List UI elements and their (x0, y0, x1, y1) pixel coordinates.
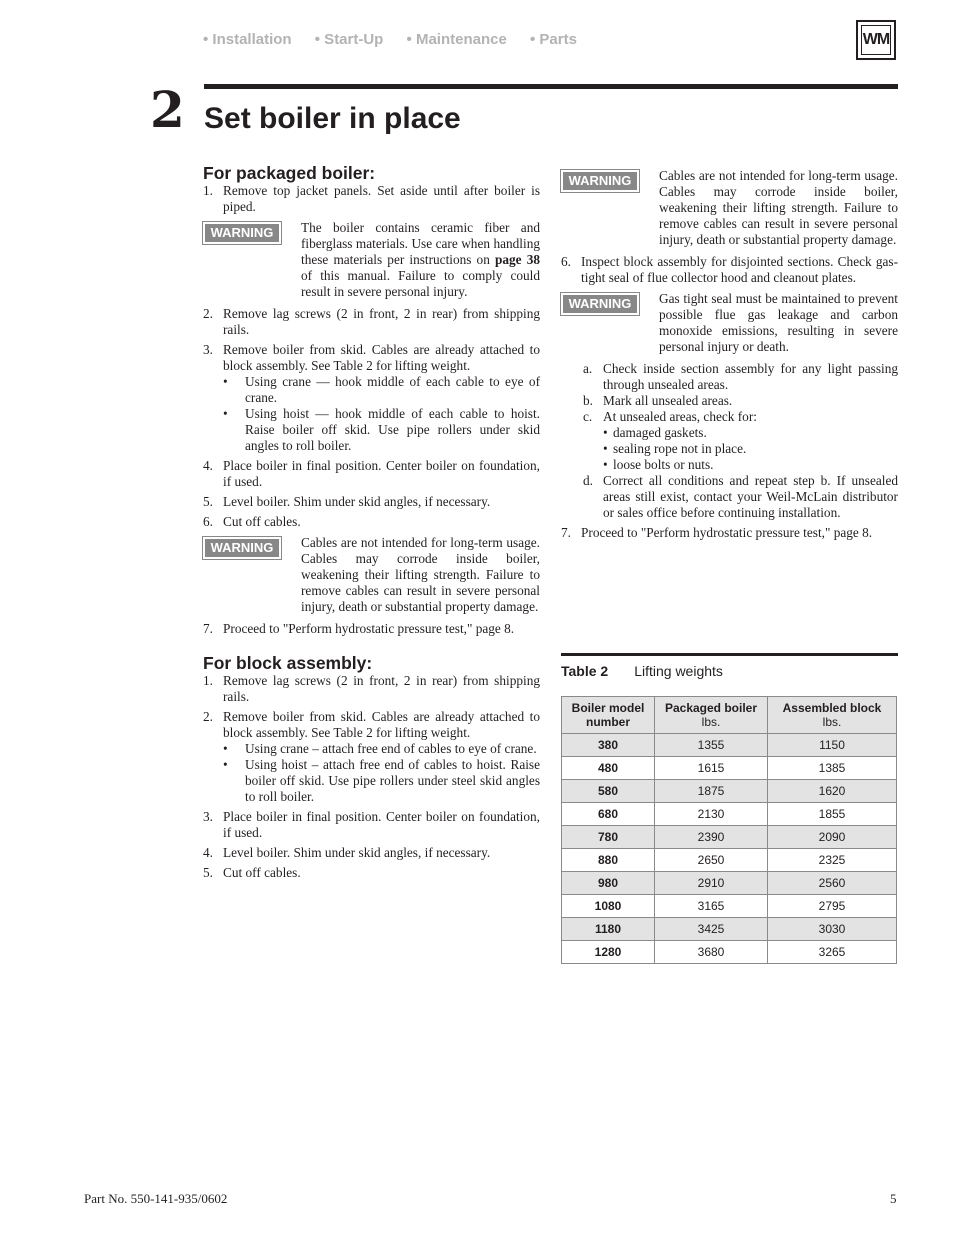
bullet-mark: • (603, 441, 608, 456)
table-label: Table 2 (561, 663, 609, 679)
list-item (203, 514, 540, 530)
list-item (203, 183, 540, 215)
bullet-mark: • (223, 741, 228, 756)
table-row (562, 757, 897, 780)
sub-letter: c. (583, 409, 593, 424)
list-item (203, 621, 540, 637)
bullet-text: Using hoist — hook middle of each cable to hoist. Raise boiler off skid. Use pipe rollers under skid angles to roll boiler. (245, 406, 540, 453)
list-number: 5. (203, 494, 213, 509)
column-header (768, 697, 897, 734)
nav-installation[interactable]: • Installation (203, 31, 292, 48)
table-header-row (562, 697, 897, 734)
model-cell: 1280 (562, 941, 655, 964)
list-number: 3. (203, 809, 213, 824)
column-header-title: Packaged boiler (664, 701, 758, 715)
header-rule (204, 84, 898, 89)
list-item (203, 458, 540, 490)
column-header-unit: lbs. (822, 715, 842, 729)
sub-text: Correct all conditions and repeat step b. If unsealed areas still exist, contact your Weil-McLain distributor or sales office before continuing installation. (603, 473, 898, 520)
warning-text-part: The boiler contains ceramic fiber and fiberglass materials. Use care when handling these materials per instructions on (301, 220, 540, 267)
bullet-item (223, 406, 540, 454)
model-cell: 780 (562, 826, 655, 849)
list-item (203, 342, 540, 454)
check-text: sealing rope not in place. (613, 441, 747, 456)
left-column (203, 163, 540, 885)
logo-mark: WM (861, 25, 891, 55)
bullet-item (223, 757, 540, 805)
packaged-weight-cell: 1355 (655, 734, 768, 757)
sub-text: Check inside section assembly for any light passing through unsealed areas. (603, 361, 898, 392)
sub-item (583, 409, 898, 473)
nav-start-up[interactable]: • Start-Up (314, 31, 384, 48)
list-item (203, 709, 540, 805)
warning-block (203, 535, 540, 615)
warning-text: Cables are not intended for long-term usage. Cables may corrode inside boiler, weakening their lifting strength. Failure to remove cables can result in severe personal injury, death or substantial property damage. (301, 535, 540, 614)
block-heading: For block assembly: (203, 653, 373, 673)
list-number: 2. (203, 709, 213, 724)
bullet-item (223, 741, 540, 757)
list-item (203, 845, 540, 861)
table-caption-text: Lifting weights (634, 663, 723, 679)
bullet-mark: • (223, 757, 228, 772)
list-number: 6. (203, 514, 213, 529)
list-number: 6. (561, 254, 571, 269)
column-header-title: Assembled block (782, 701, 882, 715)
table-row (562, 780, 897, 803)
table-row (562, 849, 897, 872)
step-text: Cut off cables. (223, 514, 301, 529)
step-text: Inspect block assembly for disjointed sections. Check gas-tight seal of flue collector hood and cleanout plates. (581, 254, 898, 285)
column-header-unit: lbs. (701, 715, 721, 729)
model-cell: 980 (562, 872, 655, 895)
check-item (603, 457, 898, 473)
list-number: 4. (203, 458, 213, 473)
list-item (203, 673, 540, 705)
page-number: 5 (890, 1191, 897, 1206)
bullet-text: Using hoist – attach free end of cables to hoist. Raise boiler off skid. Use pipe rollers under steel skid angles to roll boiler. (245, 757, 540, 804)
sub-text: Mark all unsealed areas. (603, 393, 733, 408)
model-cell: 1080 (562, 895, 655, 918)
check-item (603, 425, 898, 441)
column-header-sub: number (585, 715, 630, 729)
step-text: Cut off cables. (223, 865, 301, 880)
table-row (562, 872, 897, 895)
list-number: 7. (561, 525, 571, 540)
bullet-mark: • (603, 425, 608, 440)
list-number: 7. (203, 621, 213, 636)
table-row (562, 895, 897, 918)
warning-block (561, 291, 898, 355)
warning-badge: WARNING (561, 170, 639, 192)
block-weight-cell: 1150 (768, 734, 897, 757)
column-header (562, 697, 655, 734)
list-item (203, 865, 540, 881)
step-text: Level boiler. Shim under skid angles, if necessary. (223, 494, 491, 509)
list-number: 5. (203, 865, 213, 880)
list-number: 3. (203, 342, 213, 357)
list-item (561, 525, 898, 541)
column-header (655, 697, 768, 734)
warning-text (301, 220, 540, 300)
top-nav (203, 31, 596, 48)
check-text: loose bolts or nuts. (613, 457, 714, 472)
bullet-item (223, 374, 540, 406)
warning-text: Cables are not intended for long-term usage. Cables may corrode inside boiler, weakening their lifting strength. Failure to remove cables can result in severe personal injury, death or substantial property damage. (659, 168, 898, 247)
packaged-weight-cell: 3165 (655, 895, 768, 918)
list-number: 4. (203, 845, 213, 860)
table-row (562, 941, 897, 964)
bullet-text: Using crane – attach free end of cables to eye of crane. (245, 741, 537, 756)
list-item (203, 494, 540, 510)
table-row (562, 734, 897, 757)
block-weight-cell: 3265 (768, 941, 897, 964)
sub-item (583, 393, 898, 409)
warning-text: Gas tight seal must be maintained to prevent possible flue gas leakage and carbon monoxide emissions, resulting in severe personal injury or death. (659, 291, 898, 354)
model-cell: 680 (562, 803, 655, 826)
column-header-title: Boiler model (571, 701, 645, 715)
step-text: Remove lag screws (2 in front, 2 in rear) from shipping rails. (223, 306, 540, 337)
warning-badge: WARNING (561, 293, 639, 315)
table-row (562, 826, 897, 849)
step-text: Proceed to "Perform hydrostatic pressure test," page 8. (223, 621, 515, 636)
block-weight-cell: 1385 (768, 757, 897, 780)
model-cell: 480 (562, 757, 655, 780)
list-item (561, 254, 898, 286)
packaged-heading: For packaged boiler: (203, 163, 376, 183)
bullet-mark: • (223, 406, 228, 421)
step-text: Proceed to "Perform hydrostatic pressure test," page 8. (581, 525, 873, 540)
step-text: Remove boiler from skid. Cables are already attached to block assembly. See Table 2 for lifting weight. (223, 709, 540, 740)
list-item (203, 306, 540, 338)
block-weight-cell: 1620 (768, 780, 897, 803)
block-weight-cell: 1855 (768, 803, 897, 826)
sub-letter: d. (583, 473, 593, 488)
lifting-weights-table (561, 696, 897, 964)
table-row (562, 918, 897, 941)
page-title: Set boiler in place (204, 102, 461, 135)
step-text: Remove top jacket panels. Set aside until after boiler is piped. (223, 183, 540, 214)
section-number: 2 (150, 80, 185, 139)
packaged-weight-cell: 2650 (655, 849, 768, 872)
packaged-weight-cell: 2390 (655, 826, 768, 849)
nav-parts[interactable]: • Parts (529, 31, 577, 48)
bullet-text: Using crane — hook middle of each cable to eye of crane. (245, 374, 540, 405)
model-cell: 580 (562, 780, 655, 803)
step-text: Place boiler in final position. Center boiler on foundation, if used. (223, 809, 540, 840)
sub-item (583, 473, 898, 521)
block-weight-cell: 2325 (768, 849, 897, 872)
warning-badge: WARNING (203, 222, 281, 244)
packaged-weight-cell: 2130 (655, 803, 768, 826)
block-weight-cell: 2090 (768, 826, 897, 849)
packaged-weight-cell: 3425 (655, 918, 768, 941)
list-number: 1. (203, 183, 213, 198)
packaged-weight-cell: 3680 (655, 941, 768, 964)
list-item (203, 809, 540, 841)
model-cell: 880 (562, 849, 655, 872)
step-text: Place boiler in final position. Center boiler on foundation, if used. (223, 458, 540, 489)
part-number: Part No. 550-141-935/0602 (84, 1191, 228, 1206)
page-reference-link[interactable]: page 38 (494, 252, 540, 267)
model-cell: 380 (562, 734, 655, 757)
bullet-mark: • (223, 374, 228, 389)
check-text: damaged gaskets. (613, 425, 707, 440)
sub-list (561, 361, 898, 521)
model-cell: 1180 (562, 918, 655, 941)
table-row (562, 803, 897, 826)
list-number: 2. (203, 306, 213, 321)
packaged-weight-cell: 1875 (655, 780, 768, 803)
sub-letter: b. (583, 393, 593, 408)
nav-maintenance[interactable]: • Maintenance (406, 31, 507, 48)
warning-badge: WARNING (203, 537, 281, 559)
step-text: Remove boiler from skid. Cables are already attached to block assembly. See Table 2 for lifting weight. (223, 342, 540, 373)
step-text: Remove lag screws (2 in front, 2 in rear) from shipping rails. (223, 673, 540, 704)
packaged-weight-cell: 2910 (655, 872, 768, 895)
block-weight-cell: 2560 (768, 872, 897, 895)
bullet-mark: • (603, 457, 608, 472)
weil-mclain-logo (856, 20, 896, 60)
packaged-weight-cell: 1615 (655, 757, 768, 780)
warning-block (561, 168, 898, 248)
step-text: Level boiler. Shim under skid angles, if necessary. (223, 845, 491, 860)
table-caption (561, 653, 898, 679)
block-weight-cell: 2795 (768, 895, 897, 918)
sub-letter: a. (583, 361, 593, 376)
sub-item (583, 361, 898, 393)
right-column (561, 166, 898, 545)
check-item (603, 441, 898, 457)
list-number: 1. (203, 673, 213, 688)
warning-text-part: of this manual. Failure to comply could result in severe personal injury. (301, 268, 540, 299)
sub-text: At unsealed areas, check for: (603, 409, 757, 424)
block-weight-cell: 3030 (768, 918, 897, 941)
warning-block (203, 220, 540, 300)
